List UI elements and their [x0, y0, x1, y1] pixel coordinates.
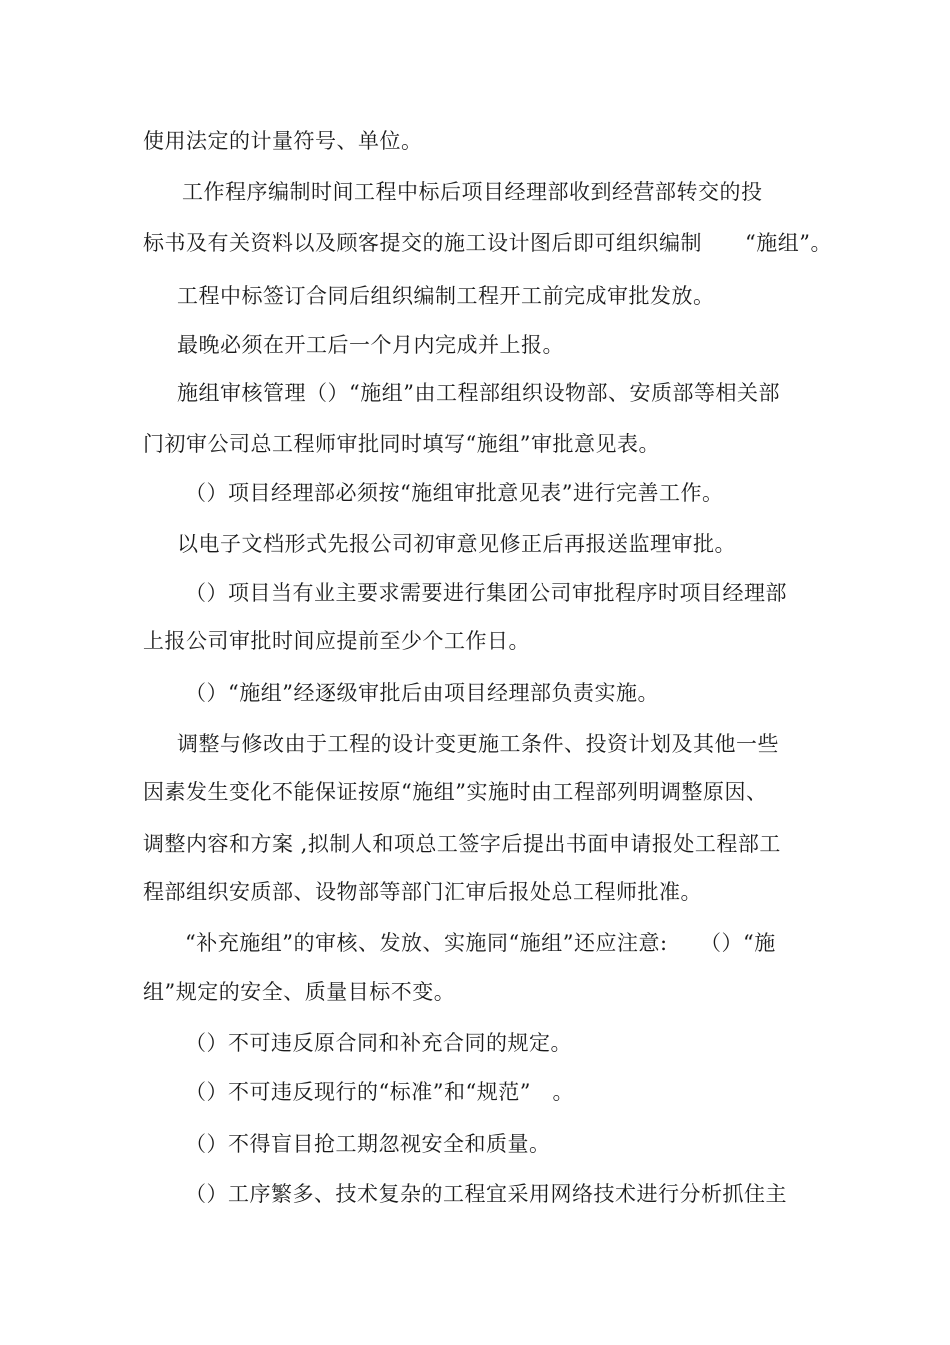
text-line: 以电子文档形式先报公司初审意见修正后再报送监理审批。	[177, 532, 736, 556]
text-line: 标书及有关资料以及顾客提交的施工设计图后即可组织编制 “施组”。	[143, 231, 832, 255]
text-line: 组”规定的安全、质量目标不变。	[143, 980, 456, 1004]
text-line: （）不可违反原合同和补充合同的规定。	[185, 1031, 572, 1055]
text-line: 使用法定的计量符号、单位。	[143, 129, 423, 153]
text-line: 调整内容和方案 ,拟制人和项总工签字后提出书面申请报处工程部工	[143, 832, 781, 856]
text-line: 工作程序编制时间工程中标后项目经理部收到经营部转交的投	[182, 180, 763, 204]
text-line: 程部组织安质部、设物部等部门汇审后报处总工程师批准。	[143, 880, 702, 904]
text-line: （）“施组”经逐级审批后由项目经理部负责实施。	[185, 681, 659, 705]
text-line: 调整与修改由于工程的设计变更施工条件、投资计划及其他一些	[177, 732, 779, 756]
text-line: （）不可违反现行的“标准”和“规范” 。	[185, 1080, 574, 1104]
text-line: “补充施组”的审核、发放、实施同“施组”还应注意: （）“施	[185, 931, 776, 955]
text-line: （）不得盲目抢工期忽视安全和质量。	[185, 1132, 551, 1156]
text-line: 最晚必须在开工后一个月内完成并上报。	[177, 333, 564, 357]
text-line: （）工序繁多、技术复杂的工程宜采用网络技术进行分析抓住主	[185, 1182, 787, 1206]
text-line: （）项目当有业主要求需要进行集团公司审批程序时项目经理部	[185, 581, 787, 605]
text-line: 因素发生变化不能保证按原“施组”实施时由工程部列明调整原因、	[143, 780, 768, 804]
text-line: 上报公司审批时间应提前至少个工作日。	[143, 629, 530, 653]
text-line: （）项目经理部必须按“施组审批意见表”进行完善工作。	[185, 481, 724, 505]
text-line: 施组审核管理（）“施组”由工程部组织设物部、安质部等相关部	[177, 381, 780, 405]
text-line: 门初审公司总工程师审批同时填写“施组”审批意见表。	[143, 432, 660, 456]
text-line: 工程中标签订合同后组织编制工程开工前完成审批发放。	[177, 284, 715, 308]
